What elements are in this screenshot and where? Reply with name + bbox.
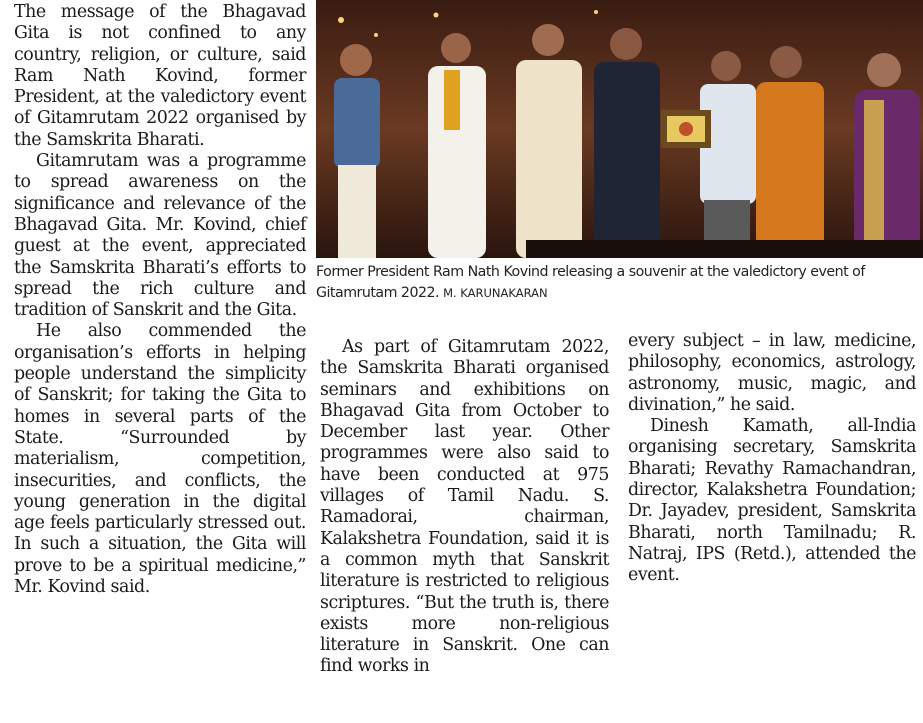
- caption-text: Former President Ram Nath Kovind releasing a souvenir at the valedictory event of Gitamrutam 2022.: [316, 264, 865, 301]
- paragraph: He also commended the organisation’s efforts in helping people understand the simplicity of Sanskrit; for taking the Gita to homes in several parts of the State. “Surrounded by materialism, competition, insecurities, and conflicts, the young generation in the digital age feels particularly stressed out. In such a situation, the Gita will prove to be a spiritual medicine,” Mr. Kovind said.: [14, 321, 306, 598]
- paragraph: Gitamrutam was a programme to spread awareness on the significance and relevance of the Bhagavad Gita. Mr. Kovind, chief guest at the event, appreciated the Samskrita Bharati’s efforts to spread the rich culture and tradition of Sanskrit and the Gita.: [14, 151, 306, 321]
- paragraph: Dinesh Kamath, all-India organising secretary, Samskrita Bharati; Revathy Ramachandran, director, Kalakshetra Foundation; Dr. Jayadev, president, Samskrita Bharati, north Tamilnadu; R. Natraj, IPS (Retd.), attended the event.: [628, 416, 916, 586]
- photo-credit: M. KARUNAKARAN: [443, 285, 548, 300]
- souvenir-plaque: [661, 110, 711, 148]
- photo-caption: [316, 262, 923, 303]
- event-photo: [316, 0, 923, 258]
- article-column-2: [320, 337, 609, 678]
- paragraph: The message of the Bhagavad Gita is not confined to any country, religion, or culture, said Ram Nath Kovind, former President, at the valedictory event of Gitamrutam 2022 organised by the Samskrita Bharati.: [14, 2, 306, 150]
- article-column-1: [14, 2, 306, 598]
- paragraph: every subject – in law, medicine, philosophy, economics, astrology, astronomy, music, magic, and divination,” he said.: [628, 331, 916, 415]
- article-column-3: [628, 331, 916, 587]
- paragraph: As part of Gitamrutam 2022, the Samskrita Bharati organised seminars and exhibitions on Bhagavad Gita from October to December last year. Other programmes were also said to have been conducted at 975 villages of Tamil Nadu. S. Ramadorai, chairman, Kalakshetra Foundation, said it is a common myth that Sanskrit literature is restricted to religious scriptures. “But the truth is, there exists more non-religious literature in Sanskrit. One can find works in: [320, 337, 609, 677]
